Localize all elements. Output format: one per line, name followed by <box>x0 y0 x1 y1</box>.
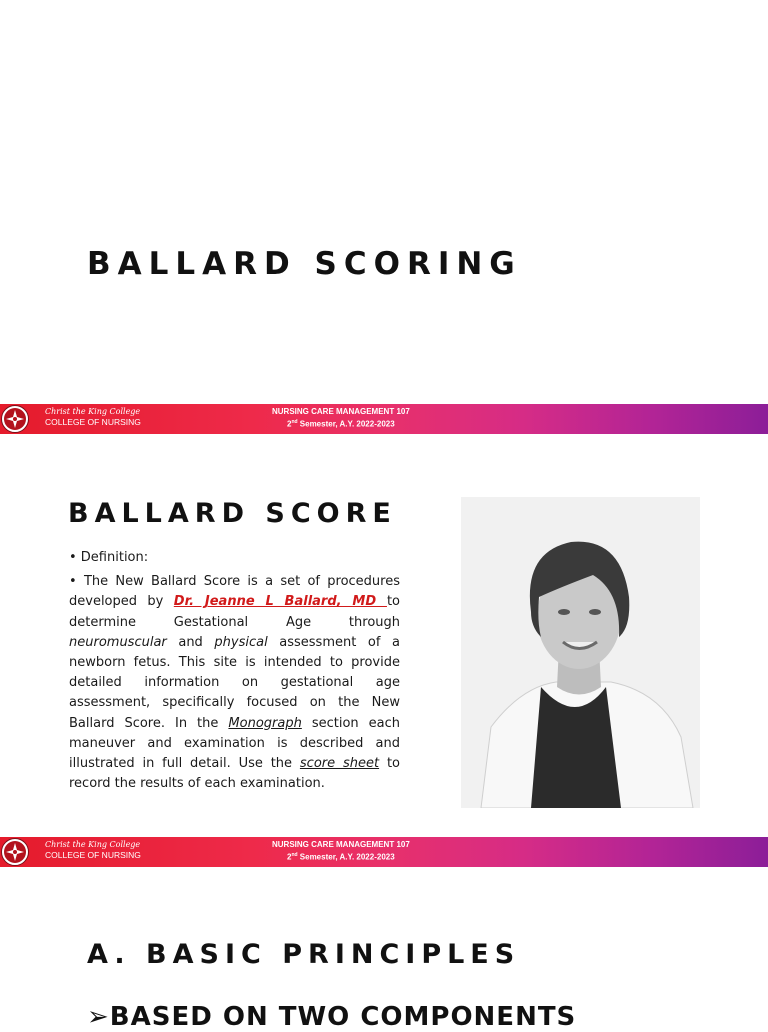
definition-bullet: • Definition: <box>69 550 149 565</box>
slide-title: BALLARD SCORE <box>68 498 397 529</box>
semester-info: 2nd Semester, A.Y. 2022-2023 <box>287 419 395 429</box>
score-sheet-link[interactable]: score sheet <box>299 756 380 772</box>
college-info <box>45 407 141 427</box>
college-logo-icon <box>1 838 29 866</box>
slide-title: A. BASIC PRINCIPLES <box>87 939 521 970</box>
monograph-link[interactable]: Monograph <box>228 715 302 731</box>
college-name: Christ the King College <box>45 840 141 849</box>
principles-subheading: ➢BASED ON TWO COMPONENTS <box>87 1002 577 1032</box>
slide-footer <box>0 837 768 867</box>
college-name: Christ the King College <box>45 407 141 416</box>
slide-basic-principles <box>0 867 768 1024</box>
author-name: Dr. Jeanne L Ballard, MD <box>173 594 387 610</box>
course-info <box>272 840 412 863</box>
slide-footer <box>0 404 768 434</box>
college-info <box>45 840 141 860</box>
definition-paragraph: • The New Ballard Score is a set of procedures developed by Dr. Jeanne L Ballard, MD to determine Gestational Age through neuromuscular and physical assessment of a newborn fetus. This site is intended to provide detailed information on gestational age assessment, specifically focused on the New Ballard Score. In the Monograph section each maneuver and examination is described and illustrated in full detail. Use the score sheet to record the results of each examination. <box>69 574 401 792</box>
course-info <box>272 407 412 430</box>
slide-title: BALLARD SCORING <box>87 246 522 282</box>
definition-text <box>69 548 400 798</box>
semester-info: 2nd Semester, A.Y. 2022-2023 <box>287 852 395 862</box>
portrait-photo <box>461 497 700 808</box>
course-title: NURSING CARE MANAGEMENT 107 <box>272 840 410 849</box>
college-logo-icon <box>1 405 29 433</box>
slide-ballard-scoring <box>0 0 768 404</box>
course-title: NURSING CARE MANAGEMENT 107 <box>272 407 410 416</box>
department-name: COLLEGE OF NURSING <box>45 850 141 860</box>
department-name: COLLEGE OF NURSING <box>45 417 141 427</box>
